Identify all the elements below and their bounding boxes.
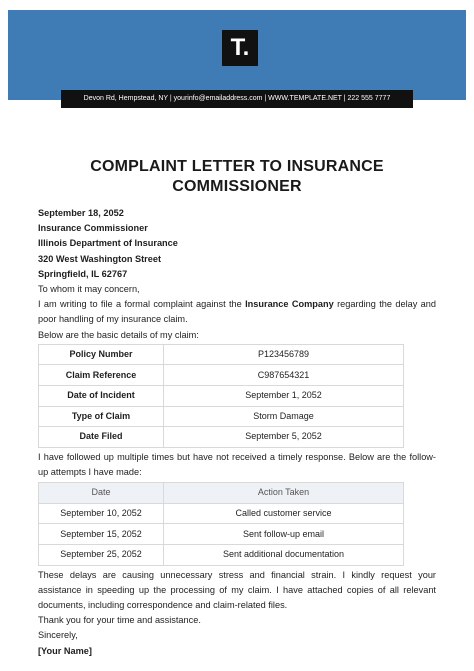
signature: [Your Name]	[38, 645, 92, 656]
recipient-city: Springfield, IL 62767	[38, 268, 128, 279]
table-row	[39, 427, 404, 448]
letter-body	[38, 206, 436, 659]
detail-key: Date of Incident	[39, 386, 164, 407]
title-line-1: COMPLAINT LETTER TO INSURANCE	[90, 158, 384, 175]
title-line-2: COMMISSIONER	[172, 178, 302, 195]
table-row	[39, 344, 404, 365]
closing-paragraph: These delays are causing unnecessary stress and financial strain. I kindly request your assistance in speeding up the processing of my claim. I have attached copies of all relevant documents, including correspondence and claim-related files.	[38, 569, 436, 610]
recipient-name: Insurance Commissioner	[38, 223, 148, 234]
intro-after: regarding the delay and poor handling of my insurance claim.	[38, 299, 437, 325]
recipient-org: Illinois Department of Insurance	[38, 238, 178, 249]
detail-key: Type of Claim	[39, 406, 164, 427]
detail-key: Date Filed	[39, 427, 164, 448]
followup-date: September 15, 2052	[39, 524, 164, 545]
followup-date: September 10, 2052	[39, 503, 164, 524]
details-intro: Below are the basic details of my claim:	[38, 329, 199, 340]
detail-key: Claim Reference	[39, 365, 164, 386]
table-row	[39, 503, 404, 524]
followup-table	[38, 482, 404, 565]
followup-header-date: Date	[39, 483, 164, 504]
table-row	[39, 365, 404, 386]
followup-intro: I have followed up multiple times but have not received a timely response. Below are the follow-up attempts I have made:	[38, 451, 436, 477]
contact-bar: Devon Rd, Hempstead, NY | yourinfo@emailaddress.com | WWW.TEMPLATE.NET | 222 555 7777	[61, 90, 413, 108]
thanks-line: Thank you for your time and assistance.	[38, 615, 201, 626]
logo	[222, 30, 258, 66]
letter-date: September 18, 2052	[38, 208, 124, 218]
table-row	[39, 544, 404, 565]
intro-before: I am writing to file a formal complaint against the	[38, 299, 246, 310]
claim-details-table	[38, 344, 404, 448]
detail-key: Policy Number	[39, 344, 164, 365]
salutation: To whom it may concern,	[38, 284, 140, 295]
followup-header-row	[39, 483, 404, 504]
detail-value: September 1, 2052	[164, 386, 404, 407]
followup-action: Sent additional documentation	[164, 544, 404, 565]
signoff: Sincerely,	[38, 630, 78, 641]
document-title	[0, 157, 474, 197]
followup-header-action: Action Taken	[164, 483, 404, 504]
intro-paragraph	[38, 297, 436, 327]
table-row	[39, 524, 404, 545]
detail-value: September 5, 2052	[164, 427, 404, 448]
followup-action: Sent follow-up email	[164, 524, 404, 545]
company-name: Insurance Company	[245, 299, 334, 310]
detail-value: C987654321	[164, 365, 404, 386]
detail-value: Storm Damage	[164, 406, 404, 427]
table-row	[39, 386, 404, 407]
logo-letter: T.	[230, 34, 250, 61]
recipient-street: 320 West Washington Street	[38, 253, 162, 264]
followup-date: September 25, 2052	[39, 544, 164, 565]
table-row	[39, 406, 404, 427]
detail-value: P123456789	[164, 344, 404, 365]
followup-action: Called customer service	[164, 503, 404, 524]
